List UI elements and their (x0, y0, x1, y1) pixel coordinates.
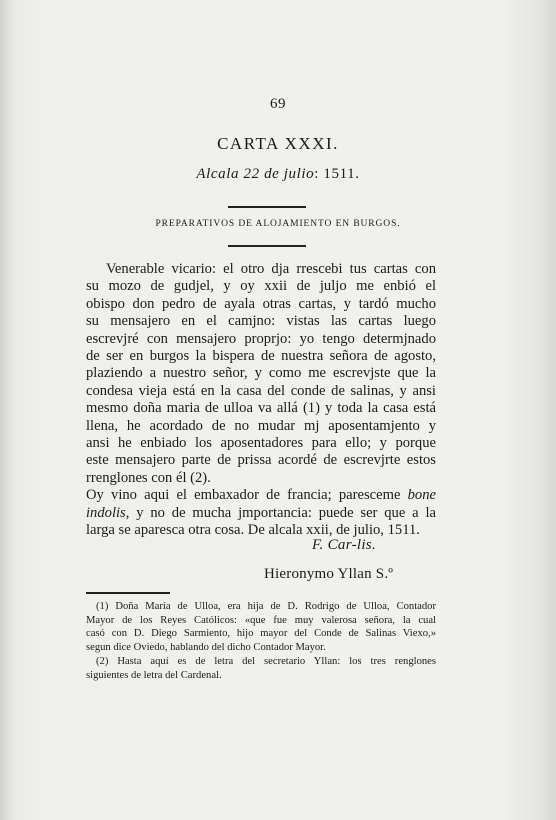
body-line: llena, he acordado de no mudar mj aposentamjento y (86, 417, 436, 434)
page-number: 69 (270, 96, 286, 112)
body-line: obispo don pedro de ayala otras cartas, y tardó mucho (86, 295, 436, 312)
body-line-text: Oy vino aqui el embaxador de francia; paresceme (86, 487, 401, 504)
footnote-line: (1) Doña María de Ulloa, era hija de D. Rodrigo de Ulloa, Contador (96, 601, 436, 612)
letter-title: CARTA XXXI. (217, 134, 339, 153)
date-month: julio (283, 166, 315, 182)
countersignature: Hieronymo Yllan S.º (264, 566, 394, 582)
date-day: 22 (243, 166, 260, 182)
body-line: su mozo de gudjel, y oy xxii de juljo me enbió el (86, 278, 436, 295)
signature: F. Car-lis. (312, 537, 376, 553)
body-line (86, 487, 436, 504)
body-line: de ser en burgos la bispera de nuestra señora de agosto, (86, 348, 436, 365)
body-line: rrenglones con él (2). (86, 469, 211, 486)
body-line: larga se aparesca otra cosa. De alcala xxii, de julio, 1511. (86, 522, 420, 539)
footnote-rule (86, 592, 170, 594)
body-line: plaziendo a nuestro señor, y como me escrevjste que la (86, 365, 436, 382)
footnote-line: Mayor de los Reyes Católicos: «que fue muy valerosa señora, la cual (86, 614, 436, 626)
body-line: mesmo doña maria de ulloa va allá (1) y toda la casa está (86, 400, 436, 417)
body-line: ansi he enbiado los aposentadores para ello; y porque (86, 435, 436, 452)
letter-date (0, 166, 556, 183)
footnote-line: casó con D. Diego Sarmiento, hijo mayor del Conde de Salinas Viexo,» (86, 628, 436, 640)
body-line-text: , y no de mucha jmportancia: puede ser que a la (125, 504, 436, 521)
italic-phrase-indolis: indolis (86, 504, 126, 521)
footnote-line: segun dice Oviedo, hablando del dicho Contador Mayor. (86, 642, 326, 654)
divider-rule-bottom (228, 245, 306, 247)
body-line: escrevjré con mensajero proprjo: yo tengo determjnado (86, 330, 436, 347)
body-line: condesa vieja está en la casa del conde de salinas, y ansi (86, 382, 436, 399)
footnote-line: (2) Hasta aquí es de letra del secretario Yllan: los tres renglones (96, 655, 436, 667)
letter-body (86, 261, 436, 540)
date-de: de (264, 166, 280, 182)
date-year: : 1511. (314, 166, 360, 182)
footnotes (86, 600, 436, 682)
footnote-line: siguientes de letra del Cardenal. (86, 669, 222, 681)
date-place: Alcala (196, 166, 240, 182)
body-line: su mensajero en el camjno: vistas las cartas luego (86, 313, 436, 330)
italic-phrase-bone: bone (407, 487, 436, 504)
body-line: Venerable vicario: el otro dja rrescebi tus cartas con (106, 261, 436, 277)
body-line: este mensajero parte de prissa acordé de escrevjrte estos (86, 452, 436, 469)
divider-rule-top (228, 206, 306, 208)
body-line (86, 505, 436, 522)
section-heading: PREPARATIVOS DE ALOJAMIENTO EN BURGOS. (155, 219, 401, 229)
